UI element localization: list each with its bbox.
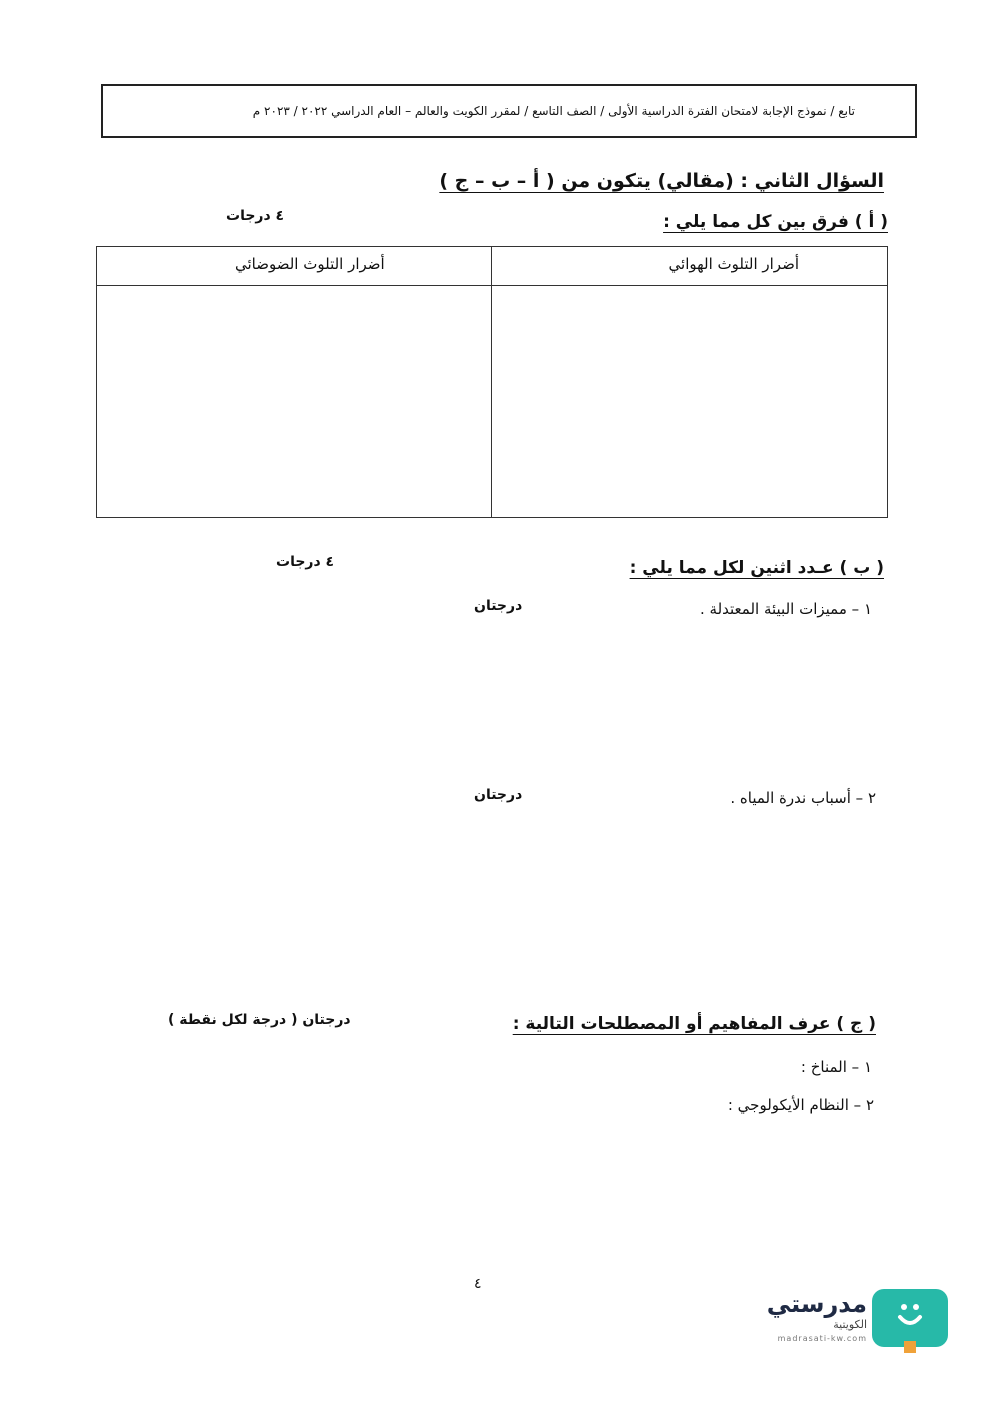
table-header-divider xyxy=(97,285,887,286)
answer-cell-air-pollution[interactable] xyxy=(495,289,883,513)
part-c-marks: درجتان ( درجة لكل نقطة ) xyxy=(168,1012,351,1028)
part-b-item-1: ١ – مميزات البيئة المعتدلة . xyxy=(700,600,872,618)
answer-cell-noise-pollution[interactable] xyxy=(99,289,489,513)
bookmark-icon xyxy=(904,1341,916,1353)
exam-header-text: تابع / نموذج الإجابة لامتحان الفترة الدراسية الأولى / الصف التاسع / لمقرر الكويت والعالم – العام الدراسي ٢٠٢٢ / ٢٠٢٣ م xyxy=(252,104,855,118)
part-b-item-2: ٢ – أسباب ندرة المياه . xyxy=(730,789,876,807)
part-b-title: ( ب ) عـدد اثنين لكل مما يلي : xyxy=(629,558,884,578)
table-header-air-pollution: أضرار التلوث الهوائي xyxy=(668,255,799,273)
part-b-item-1-degree: درجتان xyxy=(474,598,523,614)
table-header-noise-pollution: أضرار التلوث الضوضائي xyxy=(235,255,385,273)
madrasati-logo-icon xyxy=(872,1289,948,1347)
part-b-item-2-degree: درجتان xyxy=(474,787,523,803)
comparison-table xyxy=(96,246,888,518)
part-a-title: ( أ ) فرق بين كل مما يلي : xyxy=(663,212,888,232)
logo-url: madrasati-kw.com xyxy=(777,1334,867,1343)
exam-header-box xyxy=(101,84,917,138)
part-c-item-2: ٢ – النظام الأيكولوجي : xyxy=(727,1096,874,1114)
part-a-marks: ٤ درجات xyxy=(226,208,285,224)
logo-subtitle: الكويتية xyxy=(833,1318,867,1331)
question-title: السؤال الثاني : (مقالي) يتكون من ( أ – ب – ج ) xyxy=(439,170,884,192)
page-number: ٤ xyxy=(474,1276,482,1292)
logo-name: مدرستي xyxy=(766,1290,867,1318)
part-b-marks: ٤ درجات xyxy=(276,554,335,570)
part-c-title: ( ج ) عرف المفاهيم أو المصطلحات التالية : xyxy=(512,1014,876,1034)
smile-icon xyxy=(894,1297,926,1335)
table-column-divider xyxy=(491,247,492,517)
part-c-item-1: ١ – المناخ : xyxy=(800,1058,872,1076)
